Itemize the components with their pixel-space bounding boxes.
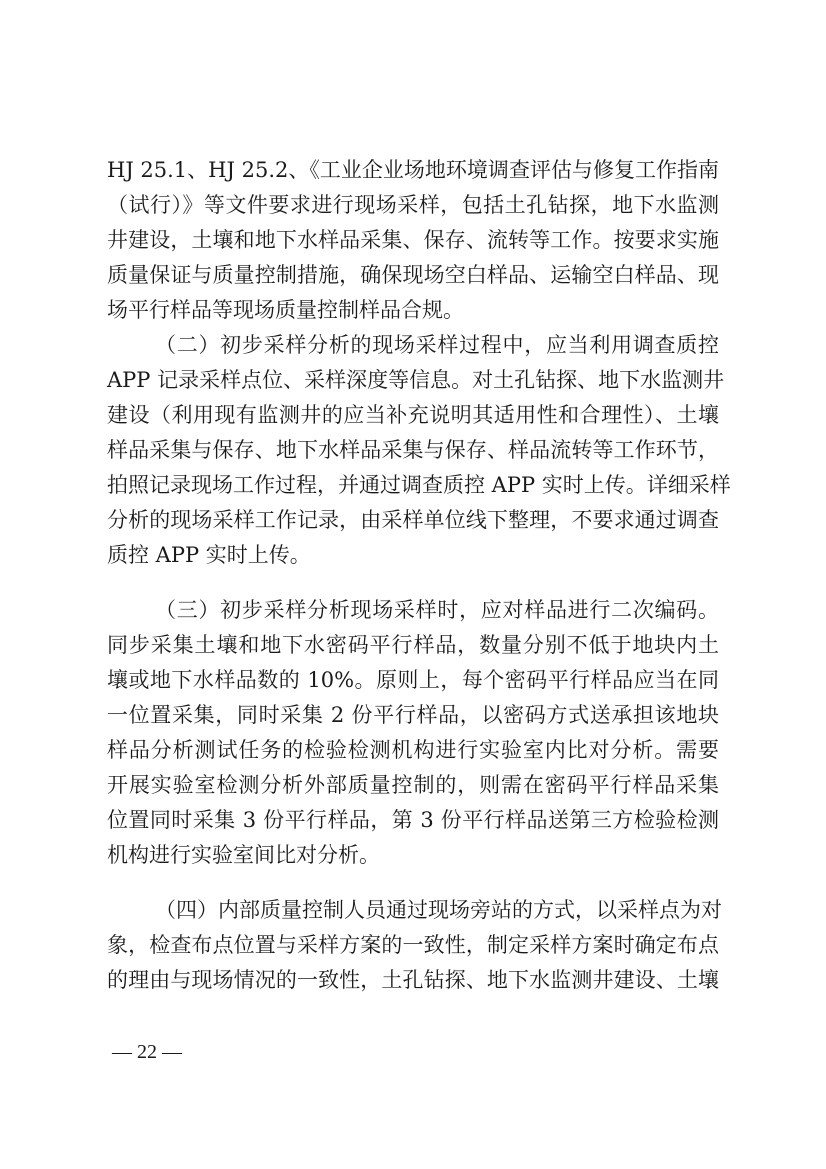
text-line: 拍照记录现场工作过程，并通过调查质控 APP 实时上传。详细采样 — [107, 473, 731, 497]
text-line: 的理由与现场情况的一致性，土孔钻探、地下水监测井建设、土壤 — [107, 968, 719, 992]
text-line: 机构进行实验室间比对分析。 — [107, 843, 380, 867]
page-number: — 22 — — [112, 1041, 182, 1063]
paragraph-3-first-line: （三）初步采样分析现场采样时，应对样品进行二次编码。 — [155, 598, 719, 622]
text-line: （试行）》等文件要求进行现场采样，包括土孔钻探，地下水监测 — [107, 193, 719, 217]
text-line: 建设（利用现有监测井的应当补充说明其适用性和合理性）、土壤 — [107, 403, 719, 427]
paragraph-4-first-line: （四）内部质量控制人员通过现场旁站的方式，以采样点为对 — [155, 898, 722, 922]
text-line: 样品分析测试任务的检验检测机构进行实验室内比对分析。需要 — [107, 738, 719, 762]
paragraph-2-first-line: （二）初步采样分析的现场采样过程中，应当利用调查质控 — [155, 333, 719, 357]
text-line: HJ 25.1、HJ 25.2、《工业企业场地环境调查评估与修复工作指南 — [107, 158, 719, 182]
text-line: 质控 APP 实时上传。 — [107, 543, 311, 567]
text-line: 一位置采集，同时采集 2 份平行样品，以密码方式送承担该地块 — [107, 703, 719, 727]
text-line: 象，检查布点位置与采样方案的一致性，制定采样方案时确定布点 — [107, 933, 719, 957]
text-line: 井建设，土壤和地下水样品采集、保存、流转等工作。按要求实施 — [107, 228, 719, 252]
text-line: 壤或地下水样品数的 10%。原则上，每个密码平行样品应当在同 — [107, 668, 719, 692]
text-line: 位置同时采集 3 份平行样品，第 3 份平行样品送第三方检验检测 — [107, 808, 719, 832]
text-line: 场平行样品等现场质量控制样品合规。 — [107, 298, 464, 322]
text-line: 质量保证与质量控制措施，确保现场空白样品、运输空白样品、现 — [107, 263, 719, 287]
text-line: APP 记录采样点位、采样深度等信息。对土孔钻探、地下水监测井 — [107, 368, 725, 392]
text-line: 样品采集与保存、地下水样品采集与保存、样品流转等工作环节， — [107, 438, 719, 462]
text-line: 分析的现场采样工作记录，由采样单位线下整理，不要求通过调查 — [107, 508, 719, 532]
text-line: 开展实验室检测分析外部质量控制的，则需在密码平行样品采集 — [107, 773, 719, 797]
text-line: 同步采集土壤和地下水密码平行样品，数量分别不低于地块内土 — [107, 633, 719, 657]
